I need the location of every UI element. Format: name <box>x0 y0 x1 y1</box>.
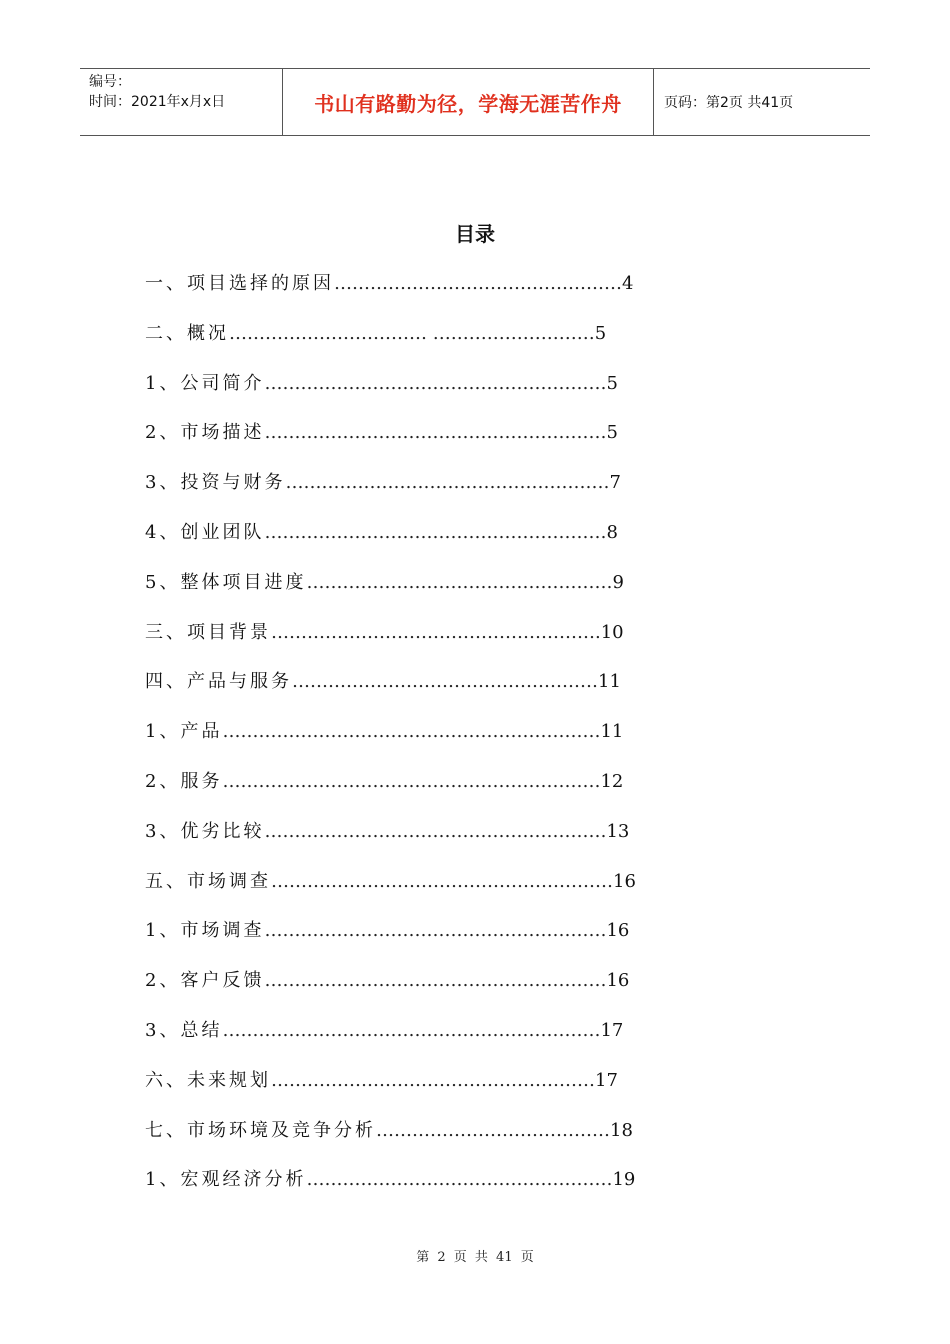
toc-entry-label: 七、市场环境及竞争分析 <box>145 1119 376 1141</box>
header-page-code-cell <box>654 69 870 135</box>
toc-entry[interactable] <box>145 1164 745 1214</box>
toc-entry-label: 1、公司简介 <box>145 372 265 394</box>
toc-entry-label: 一、项目选择的原因 <box>145 273 334 294</box>
toc-entry-label: 3、投资与财务 <box>145 472 286 494</box>
toc-entry-page-number: 18 <box>610 1119 633 1141</box>
toc-entry-page-number: 8 <box>606 521 618 543</box>
toc-entry-label: 3、总结 <box>145 1019 223 1041</box>
toc-entry-label: 2、市场描述 <box>145 422 265 444</box>
toc-entry-leader: ………………………………………………. <box>271 621 601 643</box>
toc-entry-page-number: 4 <box>622 273 634 294</box>
table-of-contents <box>145 268 745 1214</box>
toc-entry[interactable] <box>145 716 745 766</box>
toc-entry-page-number: 16 <box>606 970 630 992</box>
toc-entry-page-number: 11 <box>598 671 621 693</box>
toc-entry-leader: ……………………………………………… <box>271 1069 595 1091</box>
toc-entry-page-number: 16 <box>613 870 636 892</box>
toc-entry-page-number: 7 <box>609 472 621 494</box>
toc-entry-page-number: 16 <box>606 920 630 942</box>
toc-entry[interactable] <box>145 567 745 617</box>
toc-entry-label: 2、服务 <box>145 770 223 792</box>
toc-entry-leader: ………………………………… <box>376 1119 610 1141</box>
toc-entry[interactable] <box>145 965 745 1015</box>
toc-entry-leader: ……………………………………………………… <box>222 1019 601 1041</box>
page-footer: 第 2 页 共 41 页 <box>416 1250 534 1265</box>
toc-entry[interactable] <box>145 1115 745 1165</box>
document-time-label: 时间：2021年x月x日 <box>89 94 226 110</box>
toc-entry[interactable] <box>145 368 745 418</box>
toc-entry[interactable] <box>145 268 745 318</box>
toc-entry[interactable] <box>145 816 745 866</box>
toc-entry-leader: ………………………………………………… <box>264 970 607 992</box>
toc-entry-leader: ………………………………………………… <box>264 372 607 394</box>
toc-entry[interactable] <box>145 417 745 467</box>
toc-entry-page-number: 10 <box>600 621 624 643</box>
toc-entry[interactable] <box>145 467 745 517</box>
toc-entry-label: 三、项目背景 <box>145 621 271 643</box>
toc-entry-page-number: 17 <box>595 1069 618 1091</box>
toc-entry-page-number: 5 <box>606 372 618 394</box>
toc-entry[interactable] <box>145 318 745 368</box>
header-motto: 书山有路勤为径，学海无涯苦作舟 <box>314 91 622 116</box>
toc-entry-leader: ……………………………………………………… <box>222 721 601 743</box>
toc-entry-label: 五、市场调查 <box>145 870 271 892</box>
toc-entry-page-number: 12 <box>600 770 624 792</box>
toc-entry-leader: …………………………………………… <box>292 671 598 693</box>
toc-entry[interactable] <box>145 1065 745 1115</box>
toc-entry[interactable] <box>145 666 745 716</box>
toc-entry[interactable] <box>145 766 745 816</box>
page-header <box>80 68 870 136</box>
toc-entry[interactable] <box>145 517 745 567</box>
toc-entry-leader: …………………………… ……………………… <box>229 322 595 344</box>
toc-entry-label: 4、创业团队 <box>145 521 265 543</box>
toc-entry-leader: ……………………………………………… <box>285 472 610 494</box>
toc-entry-leader: ………………………………………… <box>334 273 622 294</box>
toc-entry-page-number: 19 <box>612 1169 636 1191</box>
toc-entry-page-number: 17 <box>600 1019 624 1041</box>
toc-entry[interactable] <box>145 866 745 916</box>
toc-entry-page-number: 11 <box>600 721 624 743</box>
toc-entry-page-number: 9 <box>612 571 624 593</box>
toc-entry-label: 2、客户反馈 <box>145 970 265 992</box>
document-number-label: 编号： <box>89 74 131 90</box>
toc-entry-leader: ………………………………………………… <box>264 820 607 842</box>
toc-entry-leader: ……………………………………………………… <box>222 770 601 792</box>
toc-entry-leader: ………………………………………………… <box>271 870 613 892</box>
toc-entry-label: 3、优劣比较 <box>145 820 265 842</box>
toc-entry-page-number: 5 <box>606 422 618 444</box>
toc-entry-leader: ………………………………………………… <box>264 920 607 942</box>
header-page-code: 页码：第2页 共41页 <box>664 95 794 111</box>
toc-entry-leader: …………………………………………… <box>306 571 613 593</box>
toc-entry[interactable] <box>145 1015 745 1065</box>
header-motto-cell <box>282 69 654 135</box>
toc-entry[interactable] <box>145 617 745 667</box>
toc-title: 目录 <box>455 222 495 246</box>
toc-entry-leader: ………………………………………………… <box>264 521 607 543</box>
toc-entry-label: 1、市场调查 <box>145 920 265 942</box>
toc-entry-label: 二、概况 <box>145 322 229 344</box>
toc-entry-label: 5、整体项目进度 <box>145 571 307 593</box>
toc-entry-label: 六、未来规划 <box>145 1069 271 1091</box>
toc-entry-page-number: 5 <box>594 322 607 344</box>
toc-entry-label: 1、产品 <box>145 721 223 743</box>
toc-entry-label: 四、产品与服务 <box>145 671 292 693</box>
header-left-cell <box>80 69 282 135</box>
toc-entry[interactable] <box>145 915 745 965</box>
toc-entry-leader: …………………………………………… <box>306 1169 613 1191</box>
toc-entry-page-number: 13 <box>606 820 630 842</box>
toc-entry-leader: ………………………………………………… <box>264 422 607 444</box>
toc-entry-label: 1、宏观经济分析 <box>145 1169 307 1191</box>
